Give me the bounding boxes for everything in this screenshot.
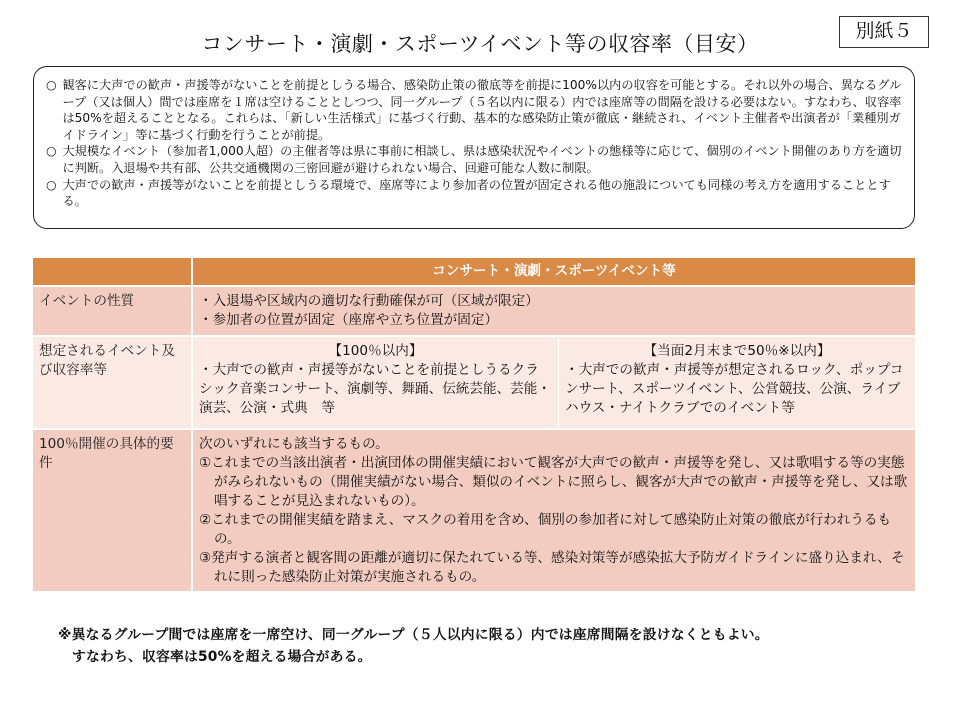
attachment-number-label: 別紙５ <box>839 16 929 48</box>
note-text: 大規模なイベント（参加者1,000人超）の主催者等は県に事前に相談し、県は感染状況やイベントの態様等に応じて、個別のイベント開催のあり方を適切に判断。入退場や共有部、公共交通機関の三密回避が避けられない場合、回避可能な人数に制限。 <box>62 144 902 175</box>
capacity-100-heading: 【100％以内】 <box>328 343 423 359</box>
footnote <box>58 624 928 668</box>
row-label-assumed-events: 想定されるイベント及び収容率等 <box>33 335 193 428</box>
requirement-item: ①これまでの当該出演者・出演団体の開催実績において観客が大声での歓声・声援等を発し、又は歌唱する等の実態がみられないもの（開催実績がない場合、類似のイベントに照らし、観客が大声での歓声・声援等を発し、又は歌唱することが見込まれないもの）。 <box>199 455 908 509</box>
note-item <box>46 143 904 176</box>
row-label-event-nature: イベントの性質 <box>33 285 193 335</box>
capacity-table <box>33 258 915 591</box>
header-blank-cell <box>33 258 193 285</box>
event-nature-line: ・参加者の位置が固定（座席や立ち位置が固定） <box>199 312 499 328</box>
table-row <box>33 285 915 335</box>
circle-marker: ○ <box>46 78 57 92</box>
table-header-row <box>33 258 915 285</box>
row-label-requirements: 100％開催の具体的要件 <box>33 428 193 591</box>
capacity-50-text: ・大声での歓声・声援等が想定されるロック、ポップコンサート、スポーツイベント、公営競技、公演、ライブハウス・ナイトクラブでのイベント等 <box>565 362 904 416</box>
requirement-item: ②これまでの開催実績を踏まえ、マスクの着用を含め、個別の参加者に対して感染防止対策の徹底が行われうるもの。 <box>199 512 892 547</box>
table-row <box>33 335 915 428</box>
table-row <box>33 428 915 591</box>
capacity-50-heading: 【当面2月末まで50％※以内】 <box>643 343 831 359</box>
note-text: 大声での歓声・声援等がないことを前提としうる環境で、座席等により参加者の位置が固定される他の施設についても同様の考え方を適用することとする。 <box>62 177 891 209</box>
requirement-item: ③発声する演者と観客間の距離が適切に保たれている等、感染対策等が感染拡大予防ガイドラインに盛り込まれ、それに則った感染防止対策が実施されるもの。 <box>199 550 905 585</box>
capacity-100-cell <box>193 335 559 428</box>
notes-box <box>33 66 915 229</box>
requirements-intro: 次のいずれにも該当するもの。 <box>199 436 389 452</box>
note-text: 観客に大声での歓声・声援等がないことを前提としうる場合、感染防止策の徹底等を前提に100%以内の収容を可能とする。それ以外の場合、異なるグループ（又は個人）間では座席を１席は空けることとしつつ、同一グループ（５名以内に限る）内では座席等の間隔を設ける必要はない。すなわち、収容率は50%を超えることとなる。これらは、「新しい生活様式」に基づく行動、基本的な感染防止策が徹底・継続され、イベント主催者や出演者が「業種別ガイドライン」等に基づく行動を行うことが前提。 <box>62 78 902 142</box>
note-item <box>46 77 904 143</box>
event-nature-cell <box>193 285 915 335</box>
note-item <box>46 177 904 210</box>
event-nature-line: ・入退場や区域内の適切な行動確保が可（区域が限定） <box>199 293 539 309</box>
footnote-line: すなわち、収容率は50%を超える場合がある。 <box>72 649 372 665</box>
table-header: コンサート・演劇・スポーツイベント等 <box>193 258 915 285</box>
page-title: コンサート・演劇・スポーツイベント等の収容率（目安） <box>201 32 759 56</box>
requirements-cell <box>193 428 915 591</box>
capacity-50-cell <box>559 335 915 428</box>
footnote-line: ※異なるグループ間では座席を一席空け、同一グループ（５人以内に限る）内では座席間隔を設けなくともよい。 <box>58 627 769 643</box>
circle-marker: ○ <box>46 177 57 192</box>
capacity-100-text: ・大声での歓声・声援等がないことを前提としうるクラシック音楽コンサート、演劇等、舞踊、伝統芸能、芸能・演芸、公演・式典 等 <box>199 362 551 416</box>
circle-marker: ○ <box>46 144 57 159</box>
